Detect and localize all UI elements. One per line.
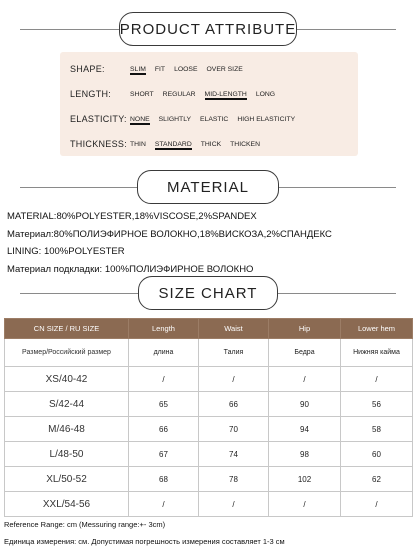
table-row [5, 367, 413, 392]
size-chart-table [4, 318, 413, 517]
size-cell: XL/50-52 [5, 467, 129, 492]
attr-option: OVER SIZE [206, 65, 243, 73]
header-rule-right [278, 293, 396, 294]
attr-row-elasticity [70, 111, 304, 127]
attr-label: LENGTH: [70, 89, 112, 99]
attr-option-selected: STANDARD [154, 140, 192, 148]
header-rule-left [20, 187, 140, 188]
table-cell: 68 [129, 467, 199, 492]
material-line: Материал подкладки: 100%ПОЛИЭФИРНОЕ ВОЛОКНО [7, 263, 254, 275]
table-cell: 78 [199, 467, 269, 492]
attr-option-selected: NONE [130, 115, 150, 123]
size-chart-title: SIZE CHART [138, 276, 278, 310]
table-cell: 90 [269, 392, 341, 417]
table-cell: / [129, 492, 199, 517]
attr-label: ELASTICITY: [70, 114, 127, 124]
table-cell: 58 [341, 417, 413, 442]
attr-option: SHORT [130, 90, 154, 98]
attr-option: THICKEN [230, 140, 260, 148]
table-cell: 65 [129, 392, 199, 417]
attr-option: LONG [255, 90, 276, 98]
material-line: Материал:80%ПОЛИЭФИРНОЕ ВОЛОКНО,18%ВИСКОЗА,2%СПАНДЕКС [7, 228, 332, 240]
attr-option: REGULAR [162, 90, 196, 98]
ru-column-header: Бедра [269, 339, 341, 367]
table-cell: 98 [269, 442, 341, 467]
table-cell: / [269, 367, 341, 392]
column-header: CN SIZE / RU SIZE [5, 319, 129, 339]
table-cell: 70 [199, 417, 269, 442]
column-header: Hip [269, 319, 341, 339]
size-chart-header [0, 276, 416, 310]
table-cell: 60 [341, 442, 413, 467]
table-ru-header-row [5, 339, 413, 367]
table-cell: 56 [341, 392, 413, 417]
measurement-note-ru: Единица измерения: см. Допустимая погрешность измерения составляет 1-3 см [4, 537, 285, 546]
material-title: MATERIAL [137, 170, 279, 204]
attribute-panel [60, 52, 358, 156]
header-rule-right [276, 187, 396, 188]
size-cell: L/48-50 [5, 442, 129, 467]
attr-option: ELASTIC [200, 115, 229, 123]
table-cell: 66 [129, 417, 199, 442]
attr-option: HIGH ELASTICITY [237, 115, 296, 123]
header-rule-right [296, 29, 396, 30]
table-cell: 102 [269, 467, 341, 492]
ru-column-header: Размер/Российский размер [5, 339, 129, 367]
material-line: LINING: 100%POLYESTER [7, 246, 125, 257]
table-row [5, 442, 413, 467]
size-cell: XXL/54-56 [5, 492, 129, 517]
table-cell: / [269, 492, 341, 517]
attr-option-selected: SLIM [130, 65, 146, 73]
attr-option: THIN [130, 140, 146, 148]
product-attribute-header [0, 12, 416, 46]
measurement-note-en: Reference Range: cm (Messuring range:+- 3cm) [4, 520, 166, 529]
table-cell: / [199, 492, 269, 517]
ru-column-header: длина [129, 339, 199, 367]
table-cell: 67 [129, 442, 199, 467]
header-rule-left [20, 29, 120, 30]
attr-label: THICKNESS: [70, 139, 128, 149]
table-cell: / [129, 367, 199, 392]
attr-option-selected: MID-LENGTH [204, 90, 247, 98]
table-row [5, 492, 413, 517]
material-details [7, 208, 412, 278]
size-cell: M/46-48 [5, 417, 129, 442]
table-header-row [5, 319, 413, 339]
table-cell: / [199, 367, 269, 392]
table-row [5, 417, 413, 442]
material-line: MATERIAL:80%POLYESTER,18%VISCOSE,2%SPANDEX [7, 211, 257, 222]
attr-row-thickness [70, 136, 269, 152]
attr-row-length [70, 86, 284, 102]
column-header: Waist [199, 319, 269, 339]
material-header [0, 170, 416, 204]
attr-option: FIT [154, 65, 166, 73]
table-cell: / [341, 492, 413, 517]
table-cell: 66 [199, 392, 269, 417]
table-cell: 62 [341, 467, 413, 492]
table-cell: 94 [269, 417, 341, 442]
table-cell: 74 [199, 442, 269, 467]
ru-column-header: Талия [199, 339, 269, 367]
table-row [5, 467, 413, 492]
column-header: Lower hem [341, 319, 413, 339]
table-row [5, 392, 413, 417]
product-attribute-title: PRODUCT ATTRIBUTE [119, 12, 297, 46]
ru-column-header: Нижняя кайма [341, 339, 413, 367]
attr-row-shape [70, 61, 252, 77]
size-cell: S/42-44 [5, 392, 129, 417]
attr-label: SHAPE: [70, 64, 105, 74]
header-rule-left [20, 293, 138, 294]
attr-option: SLIGHTLY [158, 115, 191, 123]
column-header: Length [129, 319, 199, 339]
attr-option: THICK [200, 140, 222, 148]
attr-option: LOOSE [174, 65, 198, 73]
table-cell: / [341, 367, 413, 392]
size-cell: XS/40-42 [5, 367, 129, 392]
